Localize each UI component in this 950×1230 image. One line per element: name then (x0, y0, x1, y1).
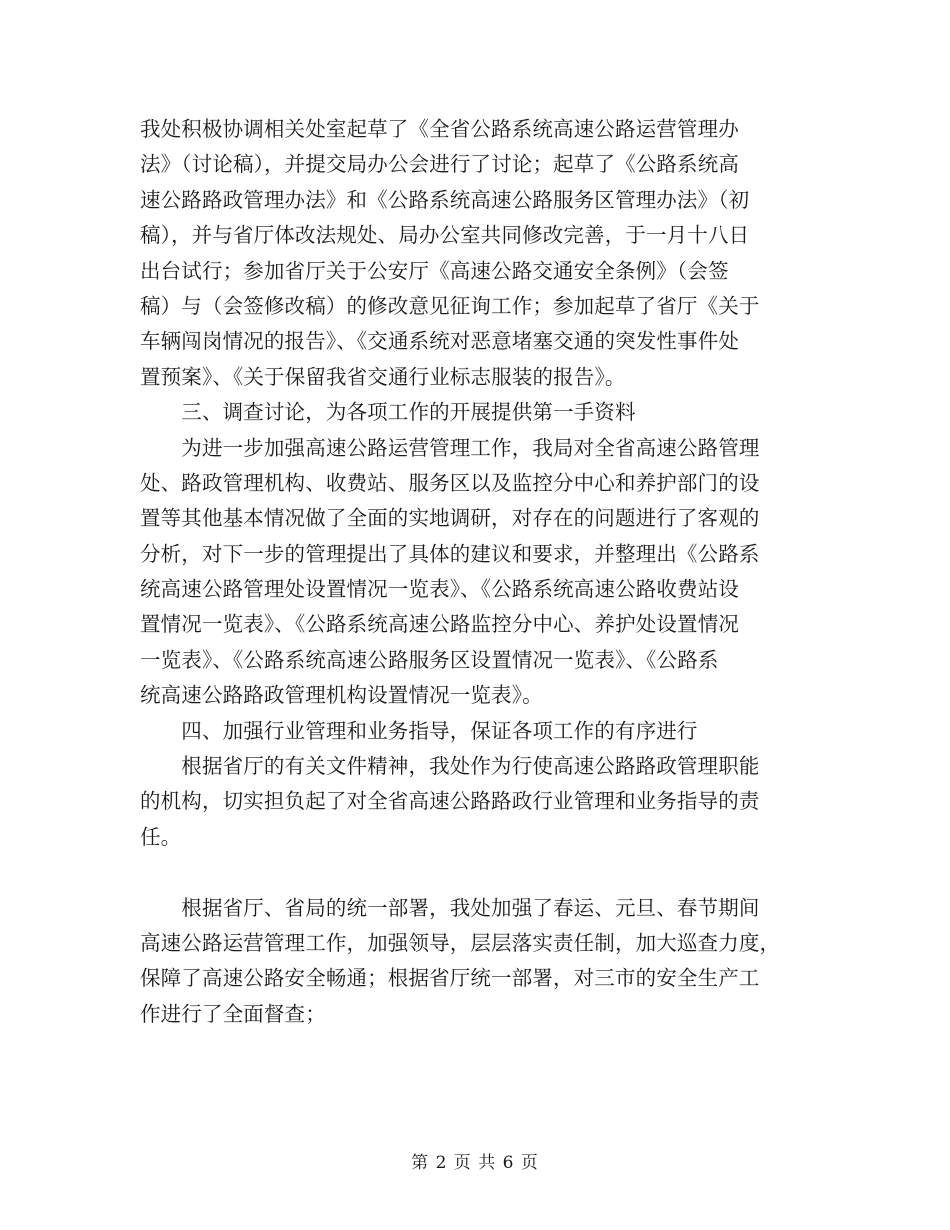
text-line: 统高速公路路政管理机构设置情况一览表》。 (140, 683, 543, 708)
text-line: 任。 (140, 824, 182, 849)
text-line: 高速公路运营管理工作，加强领导，层层落实责任制，加大巡查力度， (140, 930, 781, 955)
text-line: 的机构，切实担负起了对全省高速公路路政行业管理和业务指导的责 (140, 789, 760, 814)
section-heading: 三、调查讨论，为各项工作的开展提供第一手资料 (140, 400, 636, 425)
text-line: 根据省厅、省局的统一部署，我处加强了春运、元旦、春节期间 (140, 895, 760, 920)
text-line: 稿），并与省厅体改法规处、局办公室共同修改完善，于一月十八日 (140, 223, 750, 248)
blank-line (140, 855, 810, 890)
text-line: 置等其他基本情况做了全面的实地调研，对存在的问题进行了客观的 (140, 506, 760, 531)
text-line: 为进一步加强高速公路运营管理工作，我局对全省高速公路管理 (140, 435, 760, 460)
text-line: 统高速公路管理处设置情况一览表》、《公路系统高速公路收费站设 (140, 577, 739, 602)
document-body (140, 112, 810, 1032)
text-line: 置情况一览表》、《公路系统高速公路监控分中心、养护处设置情况 (140, 612, 739, 637)
text-line: 分析，对下一步的管理提出了具体的建议和要求，并整理出《公路系 (140, 541, 760, 566)
text-line: 作进行了全面督查； (140, 1001, 326, 1026)
text-line: 出台试行；参加省厅关于公安厅《高速公路交通安全条例》（会签 (140, 258, 729, 283)
text-line: 处、路政管理机构、收费站、服务区以及监控分中心和养护部门的设 (140, 470, 760, 495)
page-number-footer: 第 2 页 共 6 页 (411, 1153, 539, 1173)
text-line: 车辆闯岗情况的报告》、《交通系统对恶意堵塞交通的突发性事件处 (140, 329, 739, 354)
text-line: 保障了高速公路安全畅通；根据省厅统一部署，对三市的安全生产工 (140, 966, 760, 991)
text-line: 置预案》、《关于保留我省交通行业标志服装的报告》。 (140, 364, 626, 389)
text-line: 速公路路政管理办法》和《公路系统高速公路服务区管理办法》（初 (140, 187, 750, 212)
text-line: 我处积极协调相关处室起草了《全省公路系统高速公路运营管理办 (140, 117, 739, 141)
section-heading: 四、加强行业管理和业务指导，保证各项工作的有序进行 (140, 718, 698, 743)
text-line: 法》（讨论稿），并提交局办公会进行了讨论；起草了《公路系统高 (140, 152, 739, 177)
text-line: 稿）与（会签修改稿）的修改意见征询工作；参加起草了省厅《关于 (140, 293, 760, 318)
text-line: 一览表》、《公路系统高速公路服务区设置情况一览表》、《公路系 (140, 647, 719, 672)
text-line: 根据省厅的有关文件精神，我处作为行使高速公路路政管理职能 (140, 754, 760, 779)
